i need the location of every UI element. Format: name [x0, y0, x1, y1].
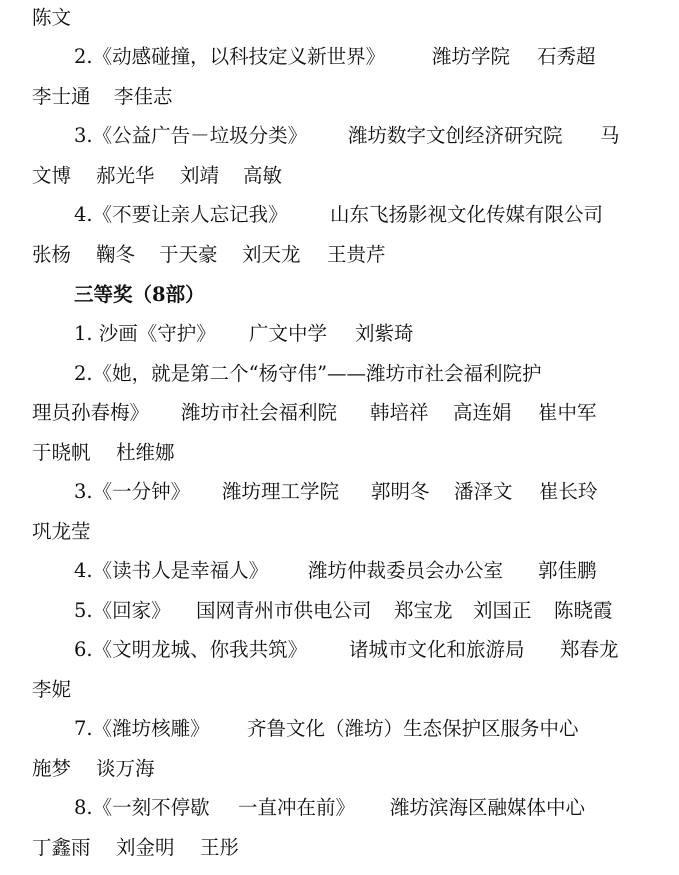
entry-organization: 潍坊市社会福利院 — [181, 401, 338, 424]
entry-organization: 山东飞扬影视文化传媒有限公司 — [330, 203, 604, 226]
text-line — [0, 0, 679, 38]
award-entry — [0, 709, 679, 749]
text-line — [0, 235, 679, 275]
award-entry — [0, 116, 679, 156]
entry-author: 马 — [600, 124, 620, 147]
entry-author: 崔长玲 — [539, 480, 598, 503]
entry-author: 郑春龙 — [560, 638, 619, 661]
award-entry — [0, 630, 679, 670]
entry-author: 鞠冬 — [96, 243, 136, 266]
entry-author: 施梦 — [32, 757, 72, 780]
entry-author: 张杨 — [32, 243, 72, 266]
entry-organization: 潍坊仲裁委员会办公室 — [308, 559, 504, 582]
entry-title: 8.《一刻不停歇 — [74, 796, 210, 819]
entry-organization: 潍坊滨海区融媒体中心 — [390, 796, 586, 819]
prize-level-title: 三等奖（8部） — [74, 283, 205, 306]
entry-author: 陈晓霞 — [554, 599, 613, 622]
entry-title: 一直冲在前》 — [238, 796, 356, 819]
text-line — [0, 512, 679, 552]
section-heading — [0, 275, 679, 315]
entry-author: 谈万海 — [96, 757, 155, 780]
entry-author: 潘泽文 — [454, 480, 513, 503]
entry-title: 5.《回家》 — [74, 599, 171, 622]
entry-author: 郑宝龙 — [394, 599, 453, 622]
entry-title: 2.《动感碰撞，以科技定义新世界》 — [74, 45, 386, 68]
entry-title: 1. 沙画《守护》 — [74, 322, 216, 345]
entry-author: 刘天龙 — [242, 243, 301, 266]
entry-title: 3.《公益广告－垃圾分类》 — [74, 124, 308, 147]
entry-author: 王彤 — [200, 836, 240, 859]
entry-title: 6.《文明龙城、你我共筑》 — [74, 638, 308, 661]
award-entry — [0, 472, 679, 512]
entry-author: 崔中军 — [538, 401, 597, 424]
entry-title: 理员孙春梅》 — [32, 401, 150, 424]
entry-author: 巩龙莹 — [32, 520, 91, 543]
award-entry — [0, 195, 679, 235]
entry-author: 文博 — [32, 164, 72, 187]
entry-author: 高敏 — [243, 164, 283, 187]
entry-author: 郝光华 — [96, 164, 155, 187]
award-entry — [0, 591, 679, 631]
entry-author: 刘国正 — [473, 599, 532, 622]
entry-author: 丁鑫雨 — [32, 836, 91, 859]
entry-organization: 诸城市文化和旅游局 — [349, 638, 525, 661]
award-entry — [0, 551, 679, 591]
award-entry — [0, 788, 679, 828]
text-line — [0, 670, 679, 710]
entry-organization: 潍坊理工学院 — [222, 480, 340, 503]
entry-title: 3.《一分钟》 — [74, 480, 191, 503]
entry-title: 4.《不要让亲人忘记我》 — [74, 203, 288, 226]
text-segment: 陈文 — [32, 6, 72, 29]
text-line — [0, 749, 679, 789]
entry-author: 郭佳鹏 — [538, 559, 597, 582]
entry-author: 韩培祥 — [370, 401, 429, 424]
award-entry — [0, 354, 679, 394]
entry-author: 于晓帆 — [32, 441, 91, 464]
entry-author: 郭明冬 — [371, 480, 430, 503]
entry-title: 2.《她，就是第二个“杨守伟”——潍坊市社会福利院护 — [74, 362, 542, 385]
entry-author: 于天豪 — [159, 243, 218, 266]
entry-author: 杜维娜 — [116, 441, 175, 464]
entry-organization: 广文中学 — [249, 322, 328, 345]
text-line — [0, 393, 679, 433]
text-line — [0, 156, 679, 196]
entry-title: 4.《读书人是幸福人》 — [74, 559, 269, 582]
entry-author: 李佳志 — [114, 85, 173, 108]
entry-author: 石秀超 — [537, 45, 596, 68]
entry-author: 刘金明 — [116, 836, 175, 859]
text-line — [0, 828, 679, 868]
text-line — [0, 77, 679, 117]
entry-author: 刘紫琦 — [355, 322, 414, 345]
entry-organization: 潍坊学院 — [432, 45, 511, 68]
award-entry — [0, 314, 679, 354]
award-entry — [0, 37, 679, 77]
entry-author: 王贵芹 — [327, 243, 386, 266]
entry-title: 7.《潍坊核雕》 — [74, 717, 210, 740]
text-line — [0, 433, 679, 473]
entry-author: 李士通 — [32, 85, 91, 108]
entry-organization: 潍坊数字文创经济研究院 — [348, 124, 563, 147]
entry-author: 刘靖 — [180, 164, 220, 187]
entry-author: 高连娟 — [453, 401, 512, 424]
entry-author: 李妮 — [32, 678, 72, 701]
entry-organization: 齐鲁文化（潍坊）生态保护区服务中心 — [247, 717, 579, 740]
entry-organization: 国网青州市供电公司 — [196, 599, 372, 622]
